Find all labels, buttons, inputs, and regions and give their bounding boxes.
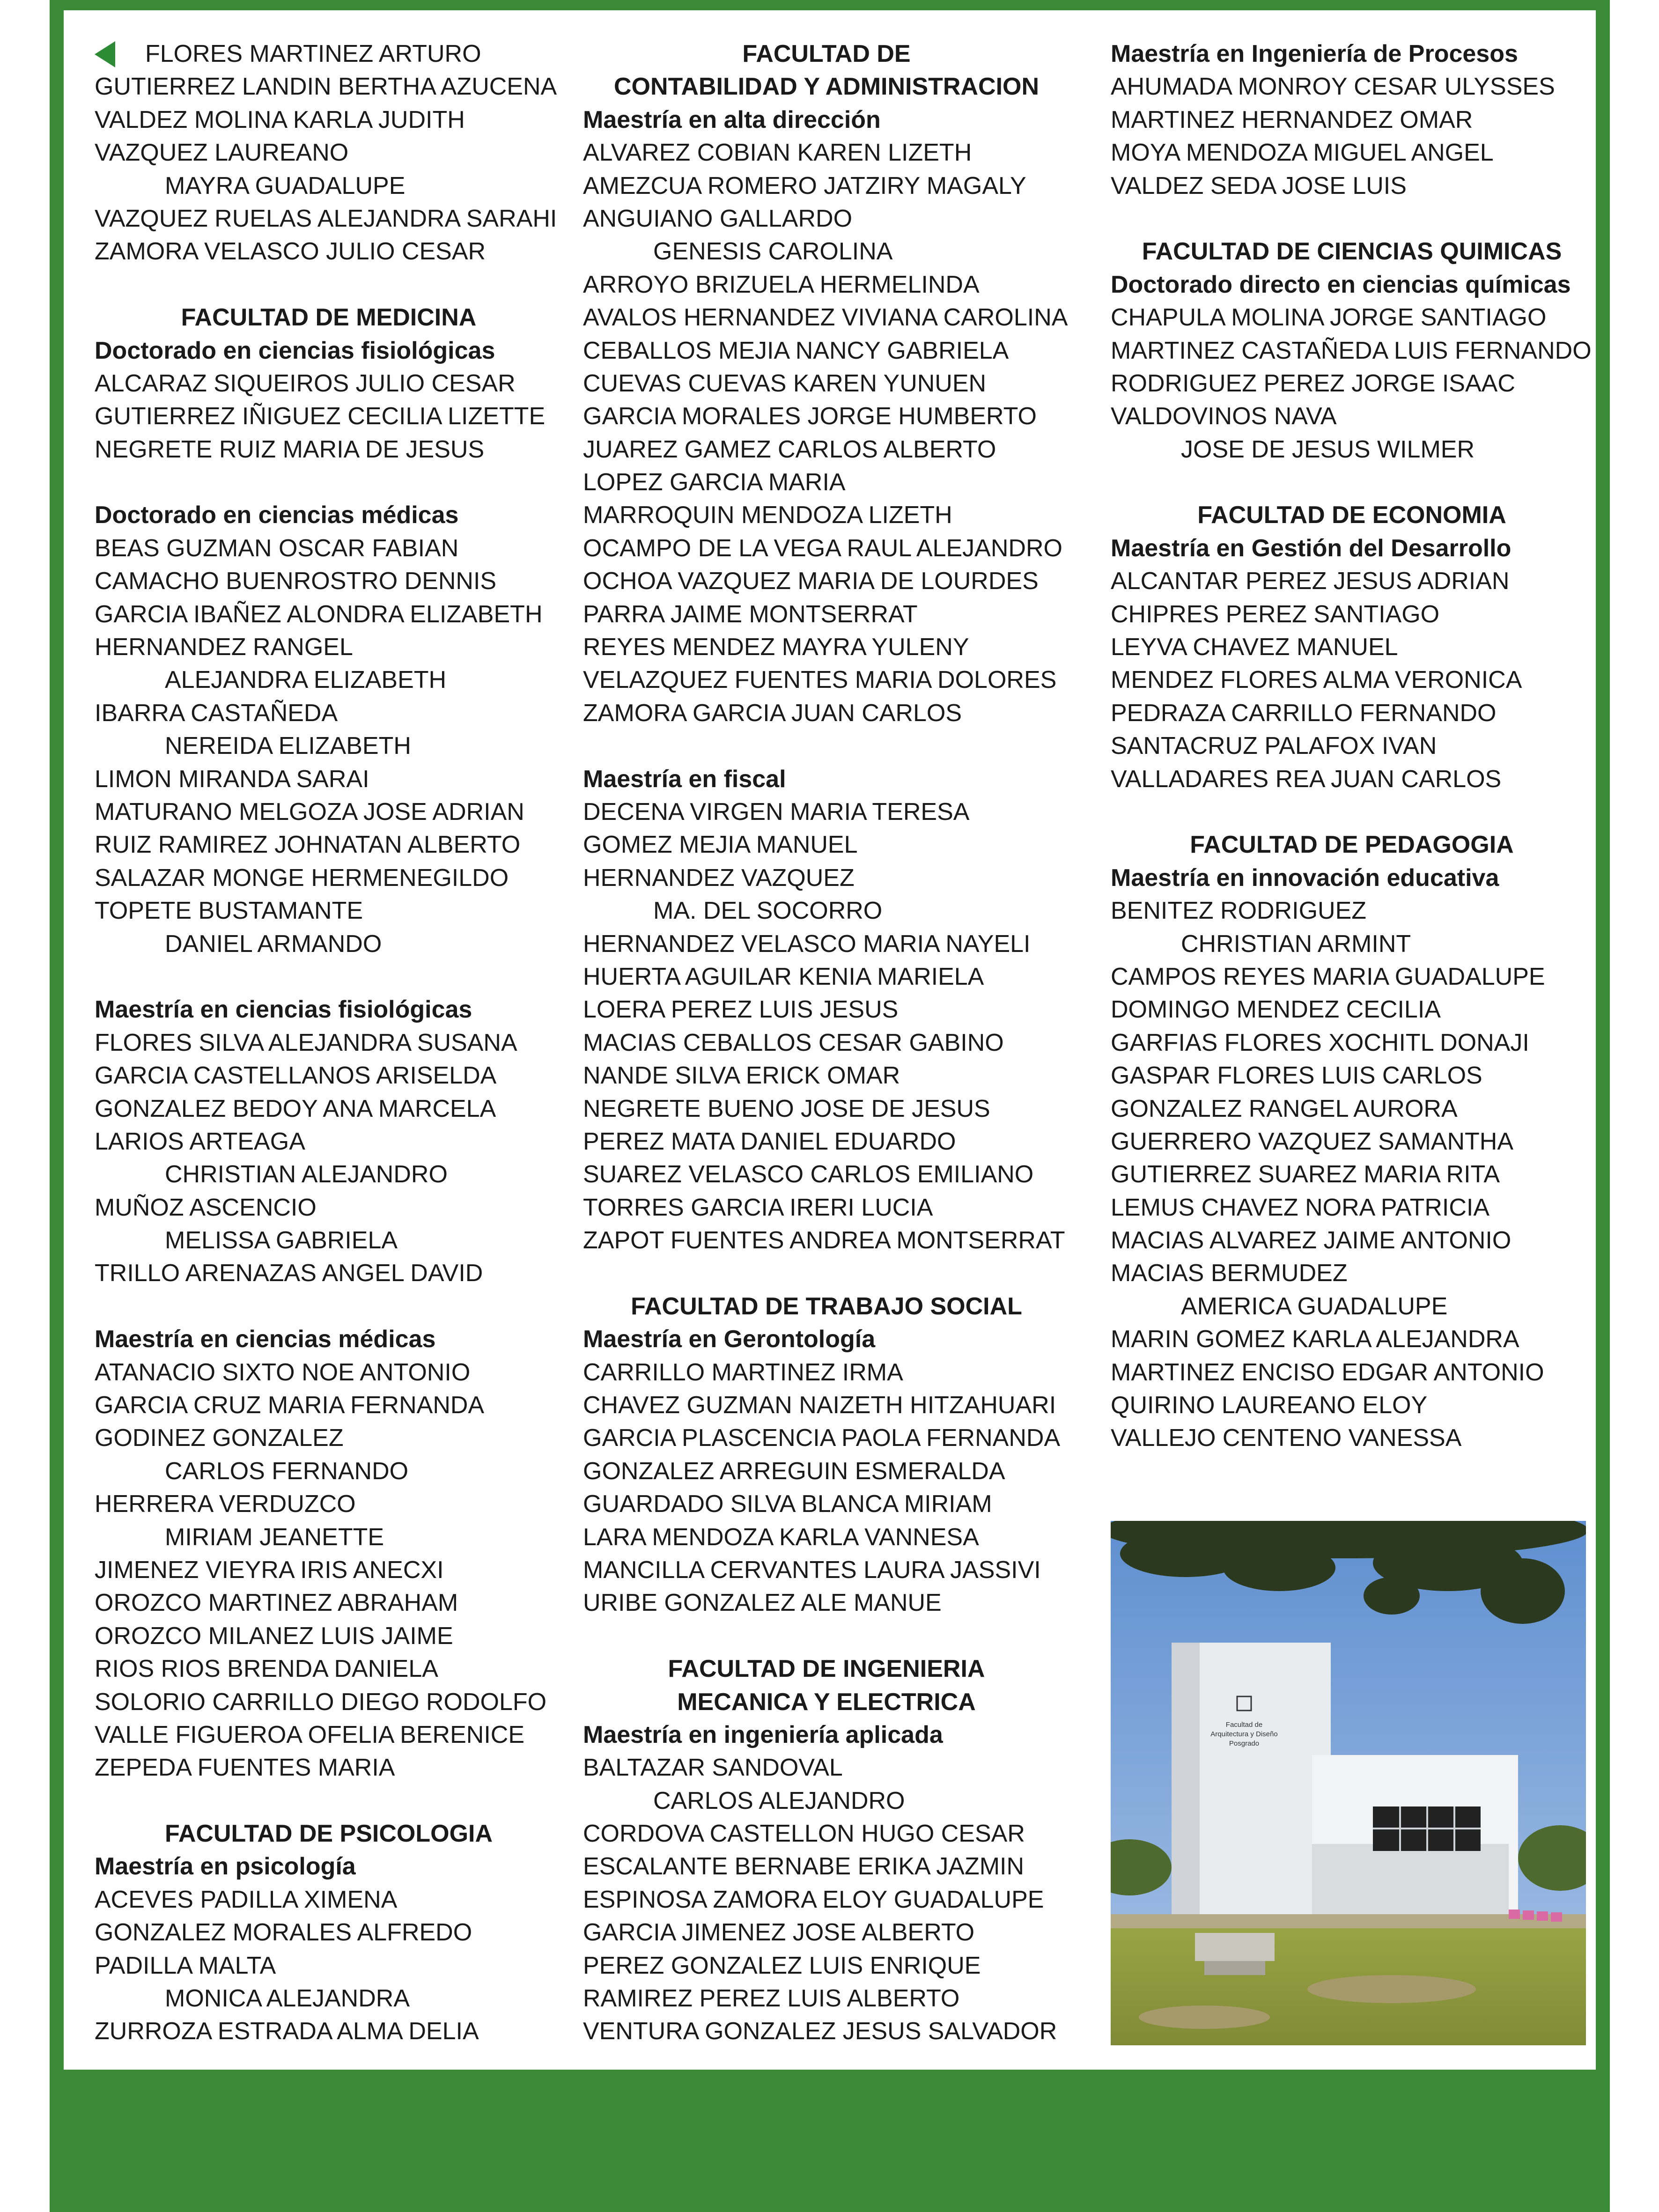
sign-line-1: Facultad de [1225, 1721, 1263, 1729]
graduate-name: MARIN GOMEZ KARLA ALEJANDRA [1111, 1326, 1519, 1353]
back-arrow-icon[interactable] [95, 41, 115, 67]
graduate-name: MARTINEZ ENCISO EDGAR ANTONIO [1111, 1358, 1544, 1386]
graduate-name-text: FLORES MARTINEZ ARTURO [145, 40, 481, 67]
stone-bench [1195, 1933, 1275, 1961]
graduate-name: LARA MENDOZA KARLA VANNESA [583, 1523, 979, 1551]
graduate-name: OCAMPO DE LA VEGA RAUL ALEJANDRO [583, 534, 1062, 562]
graduate-name-continued: MELISSA GABRIELA [165, 1227, 398, 1254]
graduate-name: LOPEZ GARCIA MARIA [583, 469, 846, 496]
graduate-name: BENITEZ RODRIGUEZ [1111, 897, 1367, 925]
program-heading: Doctorado en ciencias médicas [95, 501, 459, 529]
graduate-name: HERNANDEZ VAZQUEZ [583, 864, 855, 892]
program-heading: Maestría en ciencias médicas [95, 1326, 436, 1353]
graduate-name: RODRIGUEZ PEREZ JORGE ISAAC [1111, 369, 1515, 397]
graduate-name: CARRILLO MARTINEZ IRMA [583, 1358, 903, 1386]
graduate-name: SALAZAR MONGE HERMENEGILDO [95, 864, 509, 892]
graduate-name: ESPINOSA ZAMORA ELOY GUADALUPE [583, 1886, 1044, 1913]
graduate-name: DOMINGO MENDEZ CECILIA [1111, 996, 1441, 1024]
faculty-heading: FACULTAD DE PEDAGOGIA [1190, 831, 1514, 859]
graduate-name: VALDEZ SEDA JOSE LUIS [1111, 172, 1407, 199]
graduate-name: GUARDADO SILVA BLANCA MIRIAM [583, 1490, 992, 1518]
graduate-name: PEREZ GONZALEZ LUIS ENRIQUE [583, 1952, 981, 1979]
graduate-name: GONZALEZ BEDOY ANA MARCELA [95, 1095, 496, 1122]
spacer [1111, 202, 1593, 235]
graduate-name: ZURROZA ESTRADA ALMA DELIA [95, 2018, 479, 2045]
graduate-name-continued: CHRISTIAN ARMINT [1181, 930, 1411, 958]
graduate-name: PARRA JAIME MONTSERRAT [583, 600, 918, 628]
graduate-name: SOLORIO CARRILLO DIEGO RODOLFO [95, 1688, 547, 1716]
graduate-name: PEDRAZA CARRILLO FERNANDO [1111, 699, 1497, 727]
spacer [95, 466, 563, 499]
program-heading: Doctorado en ciencias fisiológicas [95, 337, 495, 364]
graduate-name: VAZQUEZ RUELAS ALEJANDRA SARAHI [95, 205, 557, 232]
graduate-name: TRILLO ARENAZAS ANGEL DAVID [95, 1260, 483, 1287]
graduate-name: ALVAREZ COBIAN KAREN LIZETH [583, 139, 972, 167]
green-frame-top [50, 0, 1610, 10]
building-photo [1111, 1521, 1586, 2045]
graduate-name-continued: MAYRA GUADALUPE [165, 172, 406, 199]
graduate-name: DECENA VIRGEN MARIA TERESA [583, 798, 970, 826]
graduate-name-continued: ALEJANDRA ELIZABETH [165, 666, 447, 694]
graduate-name: JIMENEZ VIEYRA IRIS ANECXI [95, 1556, 444, 1584]
graduate-name: MARROQUIN MENDOZA LIZETH [583, 501, 952, 529]
graduate-name: OROZCO MILANEZ LUIS JAIME [95, 1622, 453, 1650]
graduate-name: RUIZ RAMIREZ JOHNATAN ALBERTO [95, 831, 521, 859]
graduate-name: VELAZQUEZ FUENTES MARIA DOLORES [583, 666, 1057, 694]
graduate-name: NEGRETE RUIZ MARIA DE JESUS [95, 435, 485, 463]
spacer [583, 1620, 1070, 1652]
faculty-heading: MECANICA Y ELECTRICA [677, 1688, 976, 1716]
graduate-name: ESCALANTE BERNABE ERIKA JAZMIN [583, 1853, 1025, 1880]
graduate-name: GUERRERO VAZQUEZ SAMANTHA [1111, 1128, 1514, 1155]
graduate-name: LARIOS ARTEAGA [95, 1128, 305, 1155]
graduate-name: MENDEZ FLORES ALMA VERONICA [1111, 666, 1522, 694]
graduate-name: GARFIAS FLORES XOCHITL DONAJI [1111, 1029, 1529, 1056]
graduate-name: MACIAS BERMUDEZ [1111, 1260, 1348, 1287]
graduate-name: PEREZ MATA DANIEL EDUARDO [583, 1128, 956, 1155]
graduate-name: LEMUS CHAVEZ NORA PATRICIA [1111, 1194, 1490, 1221]
green-frame-right [1596, 0, 1610, 2212]
graduate-name: GARCIA PLASCENCIA PAOLA FERNANDA [583, 1424, 1061, 1452]
graduate-name: MACIAS ALVAREZ JAIME ANTONIO [1111, 1227, 1512, 1254]
graduate-name: CHIPRES PEREZ SANTIAGO [1111, 600, 1440, 628]
graduate-name: CORDOVA CASTELLON HUGO CESAR [583, 1820, 1025, 1848]
graduate-name: URIBE GONZALEZ ALE MANUE [583, 1589, 942, 1617]
graduate-name: GUTIERREZ SUAREZ MARIA RITA [1111, 1161, 1500, 1188]
graduate-name: GUTIERREZ IÑIGUEZ CECILIA LIZETTE [95, 403, 546, 430]
graduate-name: OCHOA VAZQUEZ MARIA DE LOURDES [583, 568, 1039, 595]
graduate-name: GARCIA JIMENEZ JOSE ALBERTO [583, 1919, 975, 1947]
graduate-name: REYES MENDEZ MAYRA YULENY [583, 634, 969, 661]
graduate-name: GARCIA CRUZ MARIA FERNANDA [95, 1392, 485, 1419]
graduate-name: VAZQUEZ LAUREANO [95, 139, 349, 167]
program-heading: Doctorado directo en ciencias químicas [1111, 271, 1571, 298]
graduate-name: MOYA MENDOZA MIGUEL ANGEL [1111, 139, 1494, 167]
graduate-name: ATANACIO SIXTO NOE ANTONIO [95, 1358, 471, 1386]
spacer [95, 960, 563, 993]
graduate-name: VALDOVINOS NAVA [1111, 403, 1337, 430]
building-photo-illustration [1111, 1521, 1586, 2045]
graduate-name: GOMEZ MEJIA MANUEL [583, 831, 858, 859]
graduate-name: MARTINEZ CASTAÑEDA LUIS FERNANDO [1111, 337, 1592, 364]
column-3 [1111, 37, 1593, 1455]
graduate-name: ACEVES PADILLA XIMENA [95, 1886, 398, 1913]
graduate-name: MACIAS CEBALLOS CESAR GABINO [583, 1029, 1004, 1056]
spacer [95, 1784, 563, 1817]
faculty-heading: FACULTAD DE INGENIERIA [668, 1655, 985, 1683]
graduate-name: LIMON MIRANDA SARAI [95, 765, 369, 793]
graduate-name: FLORES SILVA ALEJANDRA SUSANA [95, 1029, 517, 1056]
graduate-name: ZAPOT FUENTES ANDREA MONTSERRAT [583, 1227, 1065, 1254]
graduate-name: MATURANO MELGOZA JOSE ADRIAN [95, 798, 524, 826]
graduate-name: RIOS RIOS BRENDA DANIELA [95, 1655, 438, 1683]
graduate-name: ALCANTAR PEREZ JESUS ADRIAN [1111, 568, 1510, 595]
graduate-name-continued: DANIEL ARMANDO [165, 930, 382, 958]
graduate-name: QUIRINO LAUREANO ELOY [1111, 1392, 1428, 1419]
column-2 [583, 37, 1070, 2048]
faculty-heading: FACULTAD DE MEDICINA [181, 304, 477, 332]
graduate-name: CAMACHO BUENROSTRO DENNIS [95, 568, 497, 595]
graduate-name: HERNANDEZ VELASCO MARIA NAYELI [583, 930, 1031, 958]
graduate-name: SANTACRUZ PALAFOX IVAN [1111, 732, 1437, 760]
sign-line-2: Arquitectura y Diseño [1210, 1730, 1278, 1738]
graduate-name: BEAS GUZMAN OSCAR FABIAN [95, 534, 459, 562]
graduate-name: RAMIREZ PEREZ LUIS ALBERTO [583, 1985, 960, 2013]
graduate-name: CAMPOS REYES MARIA GUADALUPE [1111, 963, 1545, 990]
spacer [583, 730, 1070, 762]
graduate-name: HERNANDEZ RANGEL [95, 634, 353, 661]
graduate-name-continued: NEREIDA ELIZABETH [165, 732, 411, 760]
graduate-name: VALLADARES REA JUAN CARLOS [1111, 765, 1502, 793]
faculty-heading: FACULTAD DE [742, 40, 911, 67]
graduate-name: GONZALEZ MORALES ALFREDO [95, 1919, 472, 1947]
graduate-name: SUAREZ VELASCO CARLOS EMILIANO [583, 1161, 1034, 1188]
program-heading: Maestría en psicología [95, 1853, 356, 1880]
graduate-name: HERRERA VERDUZCO [95, 1490, 356, 1518]
program-heading: Maestría en innovación educativa [1111, 864, 1499, 892]
graduate-name: GODINEZ GONZALEZ [95, 1424, 344, 1452]
spacer [1111, 466, 1593, 499]
column-1 [95, 37, 563, 2048]
graduate-name: AMEZCUA ROMERO JATZIRY MAGALY [583, 172, 1026, 199]
graduate-name: VENTURA GONZALEZ JESUS SALVADOR [583, 2018, 1057, 2045]
graduate-name: GUTIERREZ LANDIN BERTHA AZUCENA [95, 73, 557, 101]
graduate-name: ZAMORA VELASCO JULIO CESAR [95, 238, 486, 265]
graduate-name-continued: CARLOS ALEJANDRO [653, 1787, 905, 1814]
program-heading: Maestría en alta dirección [583, 106, 881, 133]
graduate-name-continued: CHRISTIAN ALEJANDRO [165, 1161, 448, 1188]
graduate-name: PADILLA MALTA [95, 1952, 276, 1979]
sign-line-3: Posgrado [1229, 1740, 1260, 1747]
spacer [1111, 796, 1593, 828]
graduate-name: LOERA PEREZ LUIS JESUS [583, 996, 899, 1024]
graduate-name: GARCIA MORALES JORGE HUMBERTO [583, 403, 1037, 430]
graduate-name: VALDEZ MOLINA KARLA JUDITH [95, 106, 465, 133]
graduate-name: TOPETE BUSTAMANTE [95, 897, 363, 925]
spacer [95, 268, 563, 301]
graduate-name-continued: MA. DEL SOCORRO [653, 897, 883, 925]
graduate-name-continued: MONICA ALEJANDRA [165, 1985, 410, 2013]
program-heading: Maestría en ciencias fisiológicas [95, 996, 472, 1024]
graduate-name: GONZALEZ RANGEL AURORA [1111, 1095, 1458, 1122]
graduate-name: GARCIA IBAÑEZ ALONDRA ELIZABETH [95, 600, 543, 628]
graduate-name: AVALOS HERNANDEZ VIVIANA CAROLINA [583, 304, 1068, 332]
program-heading: Maestría en fiscal [583, 765, 786, 793]
program-heading: Maestría en ingeniería aplicada [583, 1721, 943, 1748]
faculty-heading: FACULTAD DE TRABAJO SOCIAL [631, 1292, 1022, 1320]
graduate-name: AHUMADA MONROY CESAR ULYSSES [1111, 73, 1555, 101]
graduate-name: LEYVA CHAVEZ MANUEL [1111, 634, 1398, 661]
faculty-heading: FACULTAD DE CIENCIAS QUIMICAS [1142, 238, 1562, 265]
faculty-heading: FACULTAD DE PSICOLOGIA [164, 1820, 493, 1848]
graduate-name-continued: AMERICA GUADALUPE [1181, 1292, 1448, 1320]
faculty-heading: FACULTAD DE ECONOMIA [1197, 501, 1506, 529]
graduate-name: ARROYO BRIZUELA HERMELINDA [583, 271, 980, 298]
graduate-name: ALCARAZ SIQUEIROS JULIO CESAR [95, 369, 516, 397]
graduate-name-continued: JOSE DE JESUS WILMER [1181, 435, 1475, 463]
green-frame-left [50, 0, 64, 2212]
graduate-name: ANGUIANO GALLARDO [583, 205, 853, 232]
graduate-name: NANDE SILVA ERICK OMAR [583, 1062, 900, 1090]
graduate-name: TORRES GARCIA IRERI LUCIA [583, 1194, 933, 1221]
graduate-name-continued: GENESIS CAROLINA [653, 238, 893, 265]
graduate-name: OROZCO MARTINEZ ABRAHAM [95, 1589, 458, 1617]
graduate-name: HUERTA AGUILAR KENIA MARIELA [583, 963, 984, 990]
graduate-name: VALLE FIGUEROA OFELIA BERENICE [95, 1721, 524, 1748]
graduate-name: ZEPEDA FUENTES MARIA [95, 1754, 395, 1782]
spacer [95, 1290, 563, 1323]
graduate-name: ZAMORA GARCIA JUAN CARLOS [583, 699, 962, 727]
graduate-name: GARCIA CASTELLANOS ARISELDA [95, 1062, 497, 1090]
graduate-name: MARTINEZ HERNANDEZ OMAR [1111, 106, 1473, 133]
spacer [583, 1257, 1070, 1290]
graduate-name: GASPAR FLORES LUIS CARLOS [1111, 1062, 1482, 1090]
program-heading: Maestría en Gerontología [583, 1326, 876, 1353]
graduate-name: IBARRA CASTAÑEDA [95, 699, 338, 727]
program-heading: Maestría en Gestión del Desarrollo [1111, 534, 1512, 562]
graduate-name [95, 37, 563, 70]
graduate-name: CHAVEZ GUZMAN NAIZETH HITZAHUARI [583, 1392, 1056, 1419]
graduate-name: CEBALLOS MEJIA NANCY GABRIELA [583, 337, 1009, 364]
green-footer-band [50, 2070, 1610, 2212]
graduate-name-continued: MIRIAM JEANETTE [165, 1523, 384, 1551]
graduate-name-continued: CARLOS FERNANDO [165, 1457, 409, 1485]
graduate-name: NEGRETE BUENO JOSE DE JESUS [583, 1095, 990, 1122]
graduate-name: CUEVAS CUEVAS KAREN YUNUEN [583, 369, 987, 397]
graduate-name: GONZALEZ ARREGUIN ESMERALDA [583, 1457, 1005, 1485]
graduate-name: BALTAZAR SANDOVAL [583, 1754, 843, 1782]
faculty-heading: CONTABILIDAD Y ADMINISTRACION [613, 73, 1040, 101]
program-heading: Maestría en Ingeniería de Procesos [1111, 40, 1518, 67]
graduate-name: MUÑOZ ASCENCIO [95, 1194, 317, 1221]
graduate-name: VALLEJO CENTENO VANESSA [1111, 1424, 1462, 1452]
graduate-name: JUAREZ GAMEZ CARLOS ALBERTO [583, 435, 996, 463]
graduate-name: CHAPULA MOLINA JORGE SANTIAGO [1111, 304, 1547, 332]
graduate-name: MANCILLA CERVANTES LAURA JASSIVI [583, 1556, 1041, 1584]
